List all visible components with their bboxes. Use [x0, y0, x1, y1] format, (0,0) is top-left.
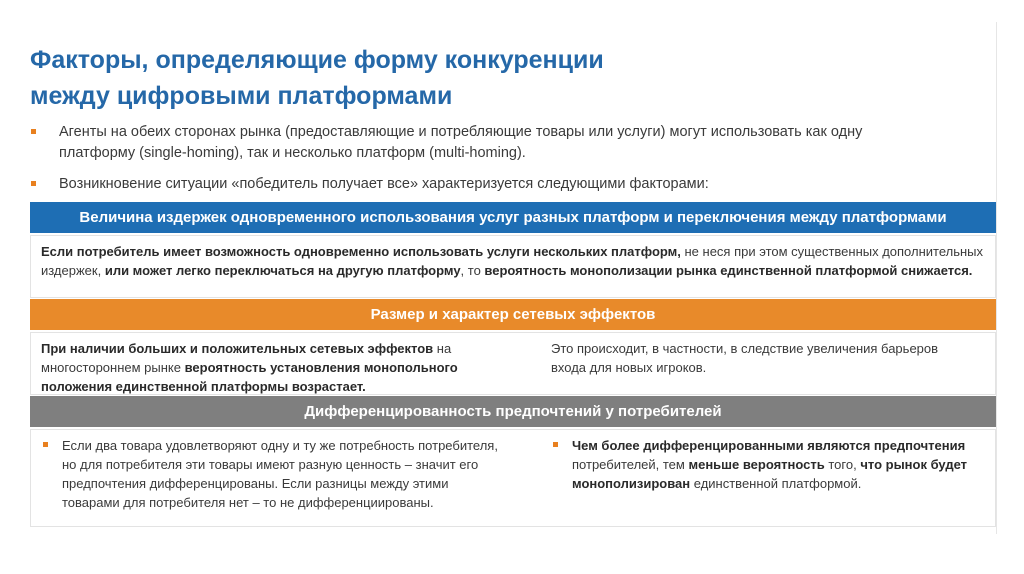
bullet-text: Агенты на обеих сторонах рынка (предоставляющие и потребляющие товары или услуги) могут использовать как одну [59, 124, 863, 140]
plain-text: единственной платформой. [690, 476, 862, 491]
bullet-item [28, 122, 988, 164]
section-paragraph [31, 236, 995, 286]
bullet-square-icon [43, 442, 48, 447]
emphasis-text: Чем более дифференцированными являются предпочтения [572, 438, 966, 453]
emphasis-text: вероятность монополизации рынка единственной платформой снижается. [484, 263, 973, 278]
plain-text: не неся при этом существенных дополнительных издержек, [41, 244, 984, 278]
section-header-preferences [30, 396, 996, 427]
section-body-costs [30, 235, 996, 298]
title-line-1: Факторы, определяющие форму конкуренции [30, 46, 604, 74]
plain-text: Если два товара удовлетворяют одну и ту же потребность потребителя, но для потребителя эти товары имеют разную ценность – значит его предпочтения дифференцированы. Если разницы между этими товарами для потребителя нет – то не дифференциированы. [62, 438, 498, 510]
slide [28, 22, 997, 534]
bullet-list [28, 122, 988, 205]
bullet-square-icon [31, 129, 36, 134]
bullet-item [28, 174, 988, 195]
plain-text: того, [824, 457, 861, 472]
plain-text: потребителей, тем [572, 457, 689, 472]
left-column [31, 333, 501, 402]
emphasis-text: что рынок будет монополизирован [572, 457, 968, 491]
emphasis-text: Если потребитель имеет возможность одновременно использовать услуги нескольких платформ, [41, 244, 681, 259]
bullet-square-icon [31, 181, 36, 186]
bullet-text: платформу (single-homing), так и несколько платформ (multi-homing). [59, 145, 526, 161]
bullet-square-icon [553, 442, 558, 447]
section-paragraph [31, 333, 501, 402]
section-header-text: Дифференцированность предпочтений у потребителей [304, 403, 722, 420]
section-body-preferences [30, 429, 996, 527]
right-column [541, 333, 981, 383]
section-body-network-effects [30, 332, 996, 395]
right-column [541, 430, 991, 499]
section-header-network-effects [30, 299, 996, 330]
emphasis-text: При наличии больших и положительных сетевых эффектов [41, 341, 434, 356]
section-header-costs [30, 202, 996, 233]
section-header-text: Величина издержек одновременного использования услуг разных платформ и переключения между платформами [79, 209, 947, 226]
emphasis-text: вероятность установления монопольного положения единственной платформы возрастает. [41, 360, 458, 394]
emphasis-text: или может легко переключаться на другую платформу [104, 263, 461, 278]
bullet-text: Возникновение ситуации «победитель получает все» характеризуется следующими факторами: [59, 176, 709, 192]
section-paragraph [541, 333, 981, 383]
page-title [30, 42, 604, 114]
section-paragraph [31, 430, 511, 518]
section-header-text: Размер и характер сетевых эффектов [370, 306, 656, 323]
emphasis-text: меньше вероятность [688, 457, 825, 472]
plain-text: Это происходит, в частности, в следствие увеличения барьеров входа для новых игроков. [551, 341, 939, 375]
plain-text: на многостороннем рынке [41, 341, 452, 375]
left-column [31, 430, 511, 518]
section-paragraph [541, 430, 991, 499]
plain-text: , то [460, 263, 485, 278]
title-line-2: между цифровыми платформами [30, 82, 453, 110]
